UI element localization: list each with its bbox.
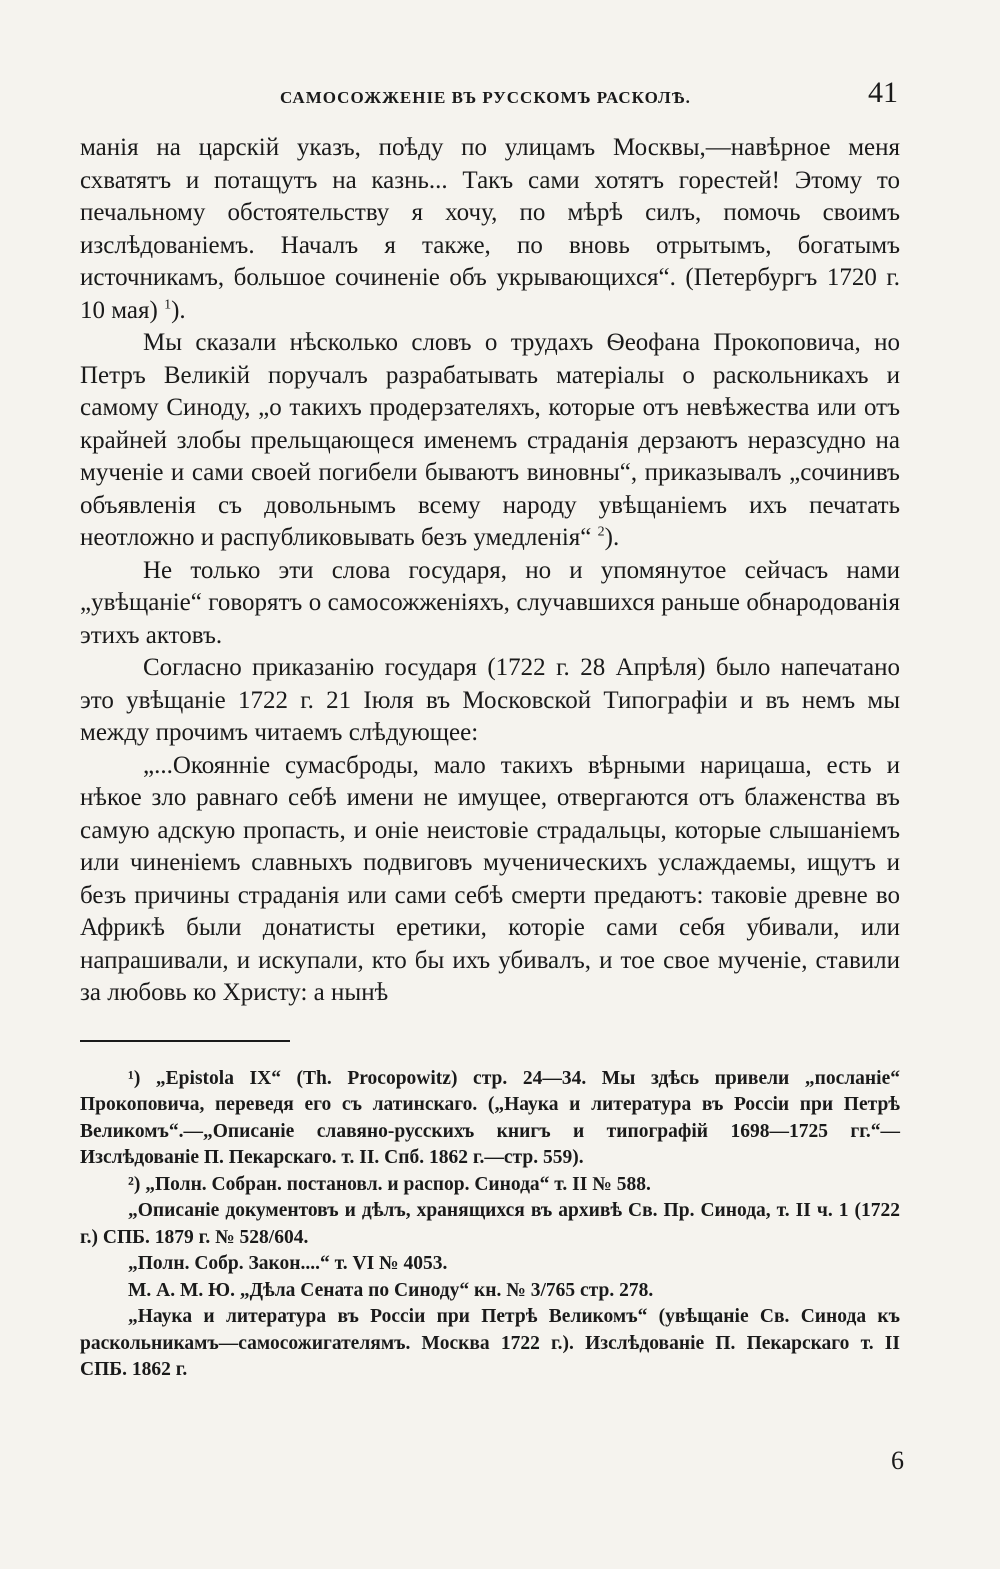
footnote: М. А. М. Ю. „Дѣла Сената по Синоду“ кн. № 3/765 стр. 278.	[128, 1279, 654, 1301]
footnote-separator	[80, 1040, 290, 1042]
book-page	[80, 72, 900, 1384]
page-number: 41	[868, 76, 898, 109]
footnote: „Описаніе документовъ и дѣлъ, хранящихся въ архивѣ Св. Пр. Синода, т. II ч. 1 (1722 г.) СПБ. 1879 г. № 528/604.	[80, 1200, 900, 1248]
paragraph	[80, 132, 900, 327]
paragraph-text: Не только эти слова государя, но и упомянутое сейчасъ нами „увѣщаніе“ говорятъ о самосожженіяхъ, случавшихся раньше обнародованія этихъ актовъ.	[80, 556, 900, 649]
signature-mark: 6	[891, 1446, 904, 1475]
footnote-ref: 2	[597, 524, 605, 540]
footnote: „Наука и литература въ Россіи при Петрѣ Великомъ“ (увѣщаніе Св. Синода къ раскольникамъ—самосожигателямъ. Москва 1722 г.). Изслѣдованіе П. Пекарскаго т. II СПБ. 1862 г.	[80, 1306, 900, 1380]
page-header	[80, 72, 900, 132]
running-title: САМОСОЖЖЕНІЕ ВЪ РУССКОМЪ РАСКОЛѢ.	[280, 88, 691, 107]
paragraph-text: манія на царскій указъ, поѣду по улицамъ Москвы,—навѣрное меня схватятъ и потащутъ на казнь... Такъ сами хотятъ горестей! Этому то печальному обстоятельству я хочу, по мѣрѣ силъ, помочь своимъ изслѣдованіемъ. Началъ я также, по вновь отрытымъ, богатымъ источникамъ, большое сочиненіе объ укрывающихся“. (Петербургъ 1720 г. 10 мая)	[80, 134, 900, 324]
footnote: „Полн. Собр. Закон....“ т. VI № 4053.	[128, 1253, 448, 1274]
paragraph-tail: ).	[171, 296, 186, 324]
footnote-ref: 1	[164, 297, 172, 313]
footnotes	[80, 1066, 900, 1384]
paragraph	[80, 327, 900, 555]
footnote: ²) „Полн. Собран. постановл. и распор. Синода“ т. II № 588.	[128, 1173, 651, 1195]
paragraph-text: Согласно приказанію государя (1722 г. 28 Апрѣля) было напечатано это увѣщаніе 1722 г. 21 Іюля въ Московской Типографіи и въ немъ мы между прочимъ читаемъ слѣдующее:	[80, 654, 900, 746]
quotation	[80, 750, 900, 1010]
paragraph-text: Мы сказали нѣсколько словъ о трудахъ Ѳеофана Прокоповича, но Петръ Великій поручалъ разрабатывать матеріалы о раскольникахъ и самому Синоду, „о такихъ продерзателяхъ, которые отъ невѣжества или отъ крайней злобы прельщающеся именемъ страданія дерзаютъ неразсудно на мученіе и сами своей погибели бываютъ виновны“, приказывалъ „сочинивъ объявленія съ довольнымъ всему народу увѣщаніемъ ихъ печатать неотложно и распубликовывать безъ умедленія“	[80, 329, 900, 551]
paragraph	[80, 555, 900, 653]
main-text	[80, 132, 900, 1010]
footnote: ¹) „Epistola IX“ (Th. Procopowitz) стр. 24—34. Мы здѣсь привели „посланіе“ Прокоповича, переведя его съ латинскаго. („Наука и литература въ Россіи при Петрѣ Великомъ“.—„Описаніе славяно-русскихъ книгъ и типографій 1698—1725 гг.“—Изслѣдованіе П. Пекарскаго. т. II. Спб. 1862 г.—стр. 559).	[80, 1067, 900, 1168]
paragraph	[80, 652, 900, 750]
paragraph-text: „...Окоянніе сумасброды, мало такихъ вѣрными нарицаша, есть и нѣкое зло равнаго себѣ имени не имущее, отвергаются отъ блаженства въ самую адскую пропасть, и оніе неистовіе страдальцы, которые слышаніемъ или чиненіемъ славныхъ подвиговъ мученическихъ услаждаемы, ищутъ и безъ причины страданія или сами себѣ смерти предаютъ: таковіе древне во Африкѣ были донатисты еретики, которіе сами себя убивали, или напрашивали, и искупали, кто бы ихъ убивалъ, и тое свое мученіе, ставили за любовь ко Христу: а нынѣ	[80, 751, 900, 1006]
paragraph-tail: ).	[604, 524, 620, 551]
